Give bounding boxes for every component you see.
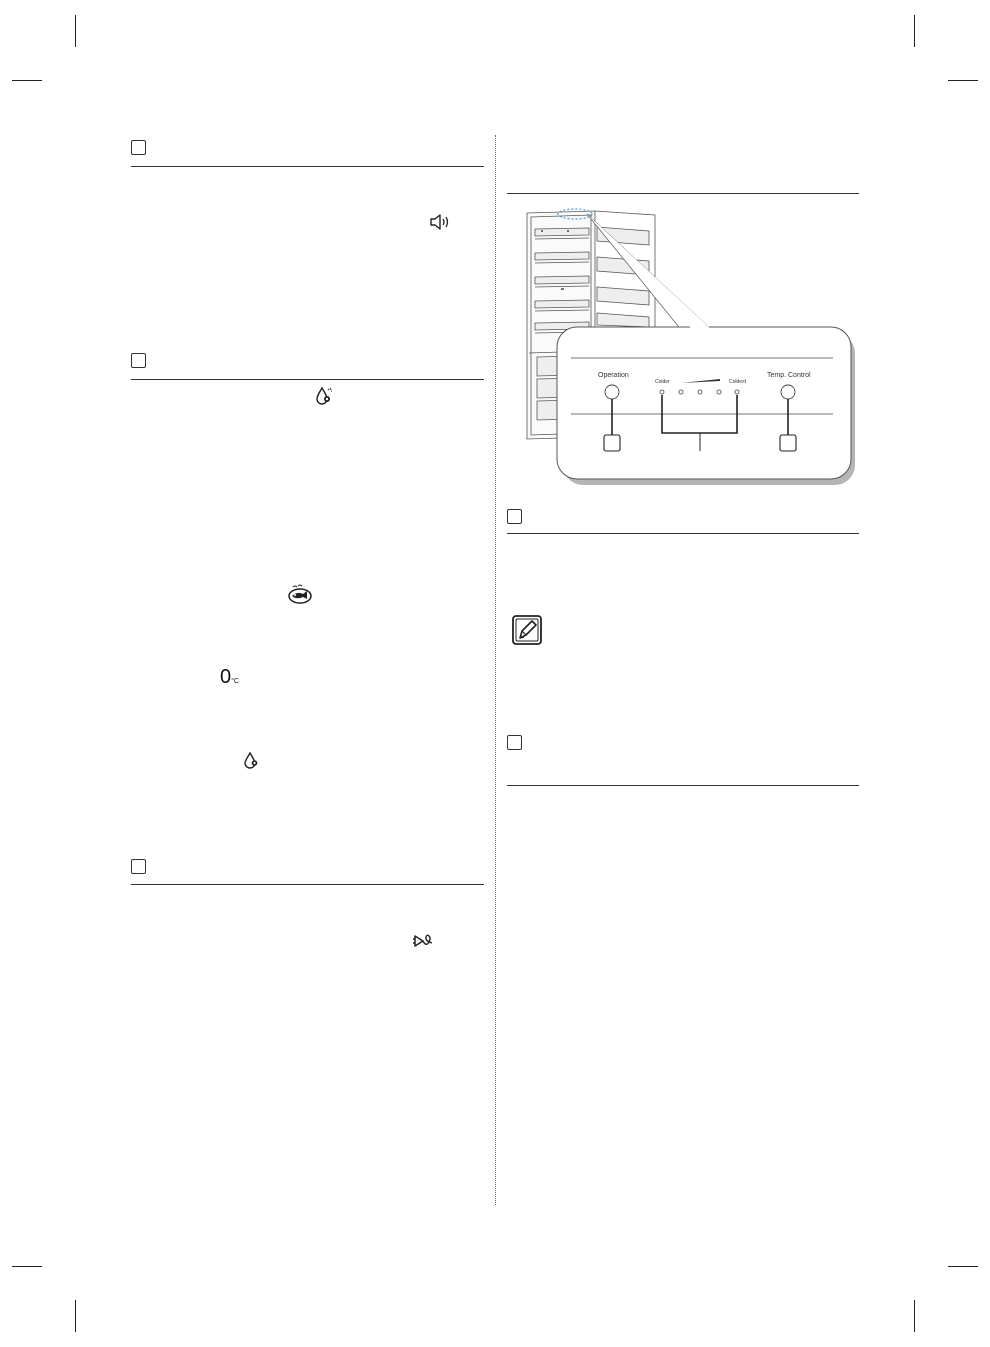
callout-number-box: [780, 435, 796, 451]
zero-celsius-unit: °C: [231, 678, 239, 685]
temp-control-label: Temp. Control: [767, 372, 811, 379]
section-rule: [131, 166, 484, 167]
section-rule: [507, 533, 859, 534]
power-plug-icon: [412, 933, 436, 949]
column-divider: [495, 135, 496, 1205]
water-drop-gear-icon: [314, 386, 334, 406]
section-number-box: [507, 735, 522, 750]
crop-mark-top-right-v: [914, 15, 915, 47]
zero-celsius-number: 0: [220, 666, 232, 688]
temp-control-button[interactable]: [781, 385, 795, 399]
fish-tray-icon: [287, 584, 313, 606]
water-drop-gear-icon: [243, 751, 261, 769]
crop-mark-top-right-h: [948, 80, 978, 81]
fridge-control-panel-illustration: [515, 205, 865, 490]
operation-label: Operation: [598, 372, 629, 379]
section-rule: [507, 193, 859, 194]
operation-button[interactable]: [605, 385, 619, 399]
section-number-box: [131, 353, 146, 368]
section-number-box: [507, 509, 522, 524]
crop-mark-bottom-right-h: [948, 1266, 978, 1267]
callout-number-box: [604, 435, 620, 451]
section-rule: [507, 785, 859, 786]
section-rule: [131, 379, 484, 380]
crop-mark-bottom-left-h: [12, 1266, 42, 1267]
colder-label: Colder: [655, 379, 670, 385]
crop-mark-bottom-left-v: [75, 1300, 76, 1332]
speaker-alarm-icon: [429, 213, 451, 231]
section-rule: [131, 884, 484, 885]
section-number-box: [131, 140, 146, 155]
crop-mark-top-left-v: [75, 15, 76, 47]
note-pencil-icon: [511, 614, 543, 646]
section-number-box: [131, 859, 146, 874]
crop-mark-bottom-right-v: [914, 1300, 915, 1332]
zero-celsius-icon: [220, 666, 239, 689]
crop-mark-top-left-h: [12, 80, 42, 81]
control-panel-closeup: [557, 327, 851, 479]
coldest-label: Coldest: [729, 379, 746, 385]
